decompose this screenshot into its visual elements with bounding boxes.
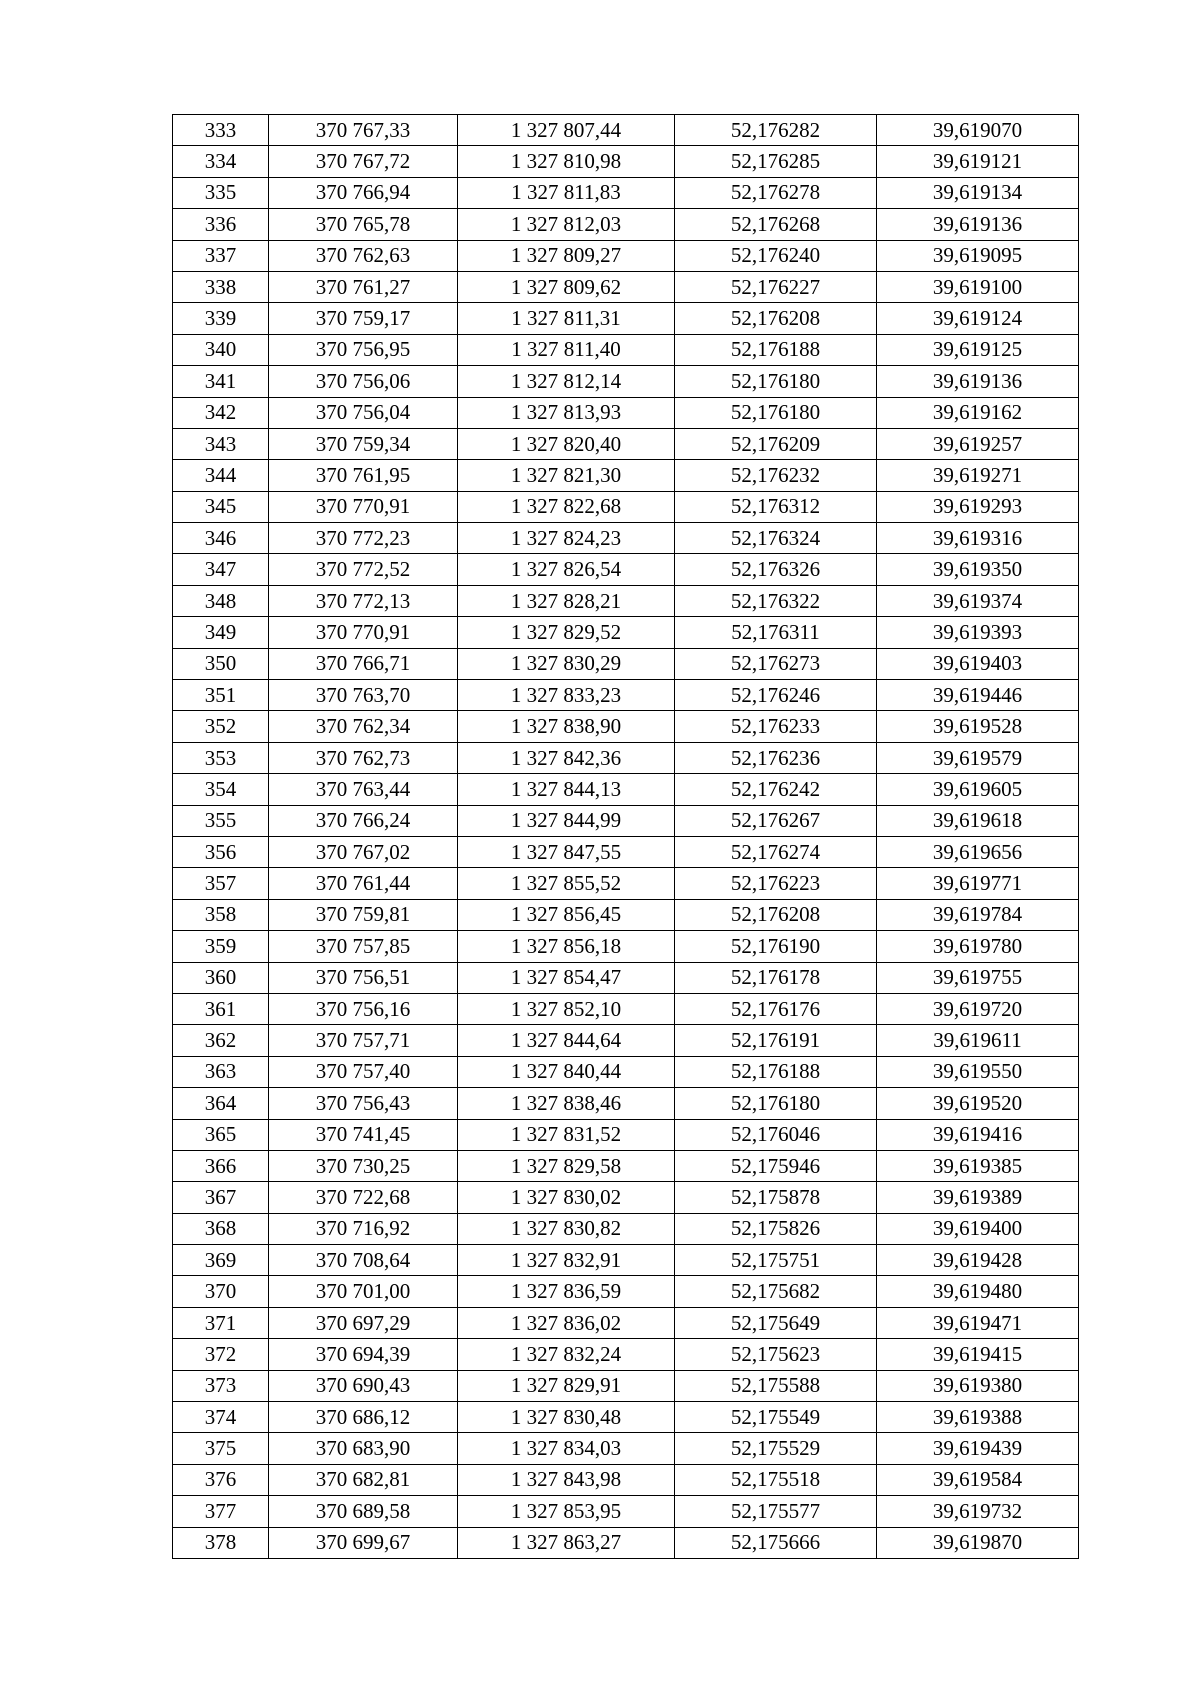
y-coordinate-cell: 1 327 826,54 bbox=[458, 554, 675, 585]
table-row bbox=[173, 1464, 1079, 1495]
latitude-cell: 52,175549 bbox=[675, 1402, 877, 1433]
table-row bbox=[173, 1276, 1079, 1307]
latitude-cell: 52,176322 bbox=[675, 585, 877, 616]
longitude-cell: 39,619579 bbox=[877, 742, 1079, 773]
longitude-cell: 39,619136 bbox=[877, 209, 1079, 240]
table-row bbox=[173, 931, 1079, 962]
longitude-cell: 39,619480 bbox=[877, 1276, 1079, 1307]
point-number-cell: 375 bbox=[173, 1433, 269, 1464]
x-coordinate-cell: 370 767,72 bbox=[269, 146, 458, 177]
point-number-cell: 370 bbox=[173, 1276, 269, 1307]
table-row bbox=[173, 303, 1079, 334]
x-coordinate-cell: 370 766,24 bbox=[269, 805, 458, 836]
x-coordinate-cell: 370 756,43 bbox=[269, 1088, 458, 1119]
latitude-cell: 52,175518 bbox=[675, 1464, 877, 1495]
x-coordinate-cell: 370 762,63 bbox=[269, 240, 458, 271]
point-number-cell: 333 bbox=[173, 115, 269, 146]
longitude-cell: 39,619618 bbox=[877, 805, 1079, 836]
table-row bbox=[173, 962, 1079, 993]
y-coordinate-cell: 1 327 863,27 bbox=[458, 1527, 675, 1558]
y-coordinate-cell: 1 327 856,18 bbox=[458, 931, 675, 962]
longitude-cell: 39,619403 bbox=[877, 648, 1079, 679]
y-coordinate-cell: 1 327 812,03 bbox=[458, 209, 675, 240]
y-coordinate-cell: 1 327 812,14 bbox=[458, 366, 675, 397]
x-coordinate-cell: 370 766,94 bbox=[269, 177, 458, 208]
y-coordinate-cell: 1 327 832,24 bbox=[458, 1339, 675, 1370]
x-coordinate-cell: 370 686,12 bbox=[269, 1402, 458, 1433]
table-row bbox=[173, 115, 1079, 146]
latitude-cell: 52,176227 bbox=[675, 271, 877, 302]
latitude-cell: 52,175623 bbox=[675, 1339, 877, 1370]
x-coordinate-cell: 370 762,73 bbox=[269, 742, 458, 773]
point-number-cell: 376 bbox=[173, 1464, 269, 1495]
x-coordinate-cell: 370 763,70 bbox=[269, 680, 458, 711]
x-coordinate-cell: 370 767,33 bbox=[269, 115, 458, 146]
table-row bbox=[173, 397, 1079, 428]
x-coordinate-cell: 370 766,71 bbox=[269, 648, 458, 679]
y-coordinate-cell: 1 327 844,99 bbox=[458, 805, 675, 836]
point-number-cell: 337 bbox=[173, 240, 269, 271]
longitude-cell: 39,619528 bbox=[877, 711, 1079, 742]
point-number-cell: 350 bbox=[173, 648, 269, 679]
longitude-cell: 39,619134 bbox=[877, 177, 1079, 208]
table-row bbox=[173, 366, 1079, 397]
point-number-cell: 372 bbox=[173, 1339, 269, 1370]
x-coordinate-cell: 370 708,64 bbox=[269, 1245, 458, 1276]
longitude-cell: 39,619100 bbox=[877, 271, 1079, 302]
y-coordinate-cell: 1 327 844,13 bbox=[458, 774, 675, 805]
table-row bbox=[173, 617, 1079, 648]
longitude-cell: 39,619121 bbox=[877, 146, 1079, 177]
table-row bbox=[173, 648, 1079, 679]
longitude-cell: 39,619780 bbox=[877, 931, 1079, 962]
y-coordinate-cell: 1 327 838,46 bbox=[458, 1088, 675, 1119]
y-coordinate-cell: 1 327 810,98 bbox=[458, 146, 675, 177]
x-coordinate-cell: 370 759,34 bbox=[269, 428, 458, 459]
longitude-cell: 39,619388 bbox=[877, 1402, 1079, 1433]
latitude-cell: 52,176312 bbox=[675, 491, 877, 522]
longitude-cell: 39,619416 bbox=[877, 1119, 1079, 1150]
table-row bbox=[173, 209, 1079, 240]
point-number-cell: 334 bbox=[173, 146, 269, 177]
point-number-cell: 336 bbox=[173, 209, 269, 240]
table-row bbox=[173, 146, 1079, 177]
latitude-cell: 52,175649 bbox=[675, 1307, 877, 1338]
x-coordinate-cell: 370 759,81 bbox=[269, 899, 458, 930]
point-number-cell: 356 bbox=[173, 836, 269, 867]
latitude-cell: 52,176311 bbox=[675, 617, 877, 648]
table-row bbox=[173, 1088, 1079, 1119]
point-number-cell: 361 bbox=[173, 993, 269, 1024]
point-number-cell: 354 bbox=[173, 774, 269, 805]
latitude-cell: 52,175946 bbox=[675, 1150, 877, 1181]
x-coordinate-cell: 370 772,52 bbox=[269, 554, 458, 585]
longitude-cell: 39,619656 bbox=[877, 836, 1079, 867]
x-coordinate-cell: 370 772,23 bbox=[269, 523, 458, 554]
y-coordinate-cell: 1 327 831,52 bbox=[458, 1119, 675, 1150]
longitude-cell: 39,619162 bbox=[877, 397, 1079, 428]
latitude-cell: 52,176240 bbox=[675, 240, 877, 271]
x-coordinate-cell: 370 767,02 bbox=[269, 836, 458, 867]
latitude-cell: 52,176268 bbox=[675, 209, 877, 240]
coordinates-table-body bbox=[173, 115, 1079, 1559]
table-row bbox=[173, 1307, 1079, 1338]
y-coordinate-cell: 1 327 830,02 bbox=[458, 1182, 675, 1213]
point-number-cell: 351 bbox=[173, 680, 269, 711]
latitude-cell: 52,176209 bbox=[675, 428, 877, 459]
longitude-cell: 39,619605 bbox=[877, 774, 1079, 805]
latitude-cell: 52,176180 bbox=[675, 1088, 877, 1119]
point-number-cell: 346 bbox=[173, 523, 269, 554]
x-coordinate-cell: 370 683,90 bbox=[269, 1433, 458, 1464]
x-coordinate-cell: 370 701,00 bbox=[269, 1276, 458, 1307]
longitude-cell: 39,619732 bbox=[877, 1496, 1079, 1527]
x-coordinate-cell: 370 757,85 bbox=[269, 931, 458, 962]
x-coordinate-cell: 370 759,17 bbox=[269, 303, 458, 334]
x-coordinate-cell: 370 763,44 bbox=[269, 774, 458, 805]
y-coordinate-cell: 1 327 820,40 bbox=[458, 428, 675, 459]
table-row bbox=[173, 1213, 1079, 1244]
point-number-cell: 335 bbox=[173, 177, 269, 208]
latitude-cell: 52,176191 bbox=[675, 1025, 877, 1056]
table-row bbox=[173, 585, 1079, 616]
x-coordinate-cell: 370 756,95 bbox=[269, 334, 458, 365]
latitude-cell: 52,175666 bbox=[675, 1527, 877, 1558]
table-row bbox=[173, 1056, 1079, 1087]
table-row bbox=[173, 1370, 1079, 1401]
point-number-cell: 344 bbox=[173, 460, 269, 491]
latitude-cell: 52,176208 bbox=[675, 899, 877, 930]
table-row bbox=[173, 868, 1079, 899]
x-coordinate-cell: 370 699,67 bbox=[269, 1527, 458, 1558]
point-number-cell: 338 bbox=[173, 271, 269, 302]
x-coordinate-cell: 370 765,78 bbox=[269, 209, 458, 240]
table-row bbox=[173, 271, 1079, 302]
point-number-cell: 357 bbox=[173, 868, 269, 899]
point-number-cell: 378 bbox=[173, 1527, 269, 1558]
x-coordinate-cell: 370 756,16 bbox=[269, 993, 458, 1024]
y-coordinate-cell: 1 327 811,31 bbox=[458, 303, 675, 334]
longitude-cell: 39,619870 bbox=[877, 1527, 1079, 1558]
point-number-cell: 369 bbox=[173, 1245, 269, 1276]
table-row bbox=[173, 1150, 1079, 1181]
y-coordinate-cell: 1 327 844,64 bbox=[458, 1025, 675, 1056]
table-row bbox=[173, 240, 1079, 271]
y-coordinate-cell: 1 327 834,03 bbox=[458, 1433, 675, 1464]
latitude-cell: 52,176242 bbox=[675, 774, 877, 805]
latitude-cell: 52,176278 bbox=[675, 177, 877, 208]
point-number-cell: 352 bbox=[173, 711, 269, 742]
point-number-cell: 355 bbox=[173, 805, 269, 836]
point-number-cell: 343 bbox=[173, 428, 269, 459]
longitude-cell: 39,619124 bbox=[877, 303, 1079, 334]
table-row bbox=[173, 1496, 1079, 1527]
latitude-cell: 52,176324 bbox=[675, 523, 877, 554]
table-row bbox=[173, 742, 1079, 773]
latitude-cell: 52,176267 bbox=[675, 805, 877, 836]
table-row bbox=[173, 334, 1079, 365]
latitude-cell: 52,176046 bbox=[675, 1119, 877, 1150]
point-number-cell: 373 bbox=[173, 1370, 269, 1401]
x-coordinate-cell: 370 756,06 bbox=[269, 366, 458, 397]
point-number-cell: 368 bbox=[173, 1213, 269, 1244]
latitude-cell: 52,176180 bbox=[675, 397, 877, 428]
point-number-cell: 359 bbox=[173, 931, 269, 962]
latitude-cell: 52,175577 bbox=[675, 1496, 877, 1527]
table-row bbox=[173, 899, 1079, 930]
longitude-cell: 39,619784 bbox=[877, 899, 1079, 930]
point-number-cell: 367 bbox=[173, 1182, 269, 1213]
latitude-cell: 52,176233 bbox=[675, 711, 877, 742]
table-row bbox=[173, 1402, 1079, 1433]
longitude-cell: 39,619439 bbox=[877, 1433, 1079, 1464]
latitude-cell: 52,176178 bbox=[675, 962, 877, 993]
table-row bbox=[173, 177, 1079, 208]
longitude-cell: 39,619316 bbox=[877, 523, 1079, 554]
table-row bbox=[173, 1119, 1079, 1150]
table-row bbox=[173, 491, 1079, 522]
table-row bbox=[173, 1025, 1079, 1056]
y-coordinate-cell: 1 327 811,83 bbox=[458, 177, 675, 208]
latitude-cell: 52,176176 bbox=[675, 993, 877, 1024]
point-number-cell: 360 bbox=[173, 962, 269, 993]
table-row bbox=[173, 460, 1079, 491]
table-row bbox=[173, 554, 1079, 585]
longitude-cell: 39,619271 bbox=[877, 460, 1079, 491]
latitude-cell: 52,176246 bbox=[675, 680, 877, 711]
latitude-cell: 52,176274 bbox=[675, 836, 877, 867]
x-coordinate-cell: 370 694,39 bbox=[269, 1339, 458, 1370]
point-number-cell: 345 bbox=[173, 491, 269, 522]
longitude-cell: 39,619611 bbox=[877, 1025, 1079, 1056]
x-coordinate-cell: 370 682,81 bbox=[269, 1464, 458, 1495]
longitude-cell: 39,619385 bbox=[877, 1150, 1079, 1181]
x-coordinate-cell: 370 756,04 bbox=[269, 397, 458, 428]
x-coordinate-cell: 370 716,92 bbox=[269, 1213, 458, 1244]
table-row bbox=[173, 993, 1079, 1024]
latitude-cell: 52,176188 bbox=[675, 334, 877, 365]
latitude-cell: 52,176190 bbox=[675, 931, 877, 962]
y-coordinate-cell: 1 327 856,45 bbox=[458, 899, 675, 930]
longitude-cell: 39,619095 bbox=[877, 240, 1079, 271]
latitude-cell: 52,176232 bbox=[675, 460, 877, 491]
longitude-cell: 39,619446 bbox=[877, 680, 1079, 711]
latitude-cell: 52,175588 bbox=[675, 1370, 877, 1401]
latitude-cell: 52,175826 bbox=[675, 1213, 877, 1244]
x-coordinate-cell: 370 770,91 bbox=[269, 617, 458, 648]
longitude-cell: 39,619136 bbox=[877, 366, 1079, 397]
longitude-cell: 39,619584 bbox=[877, 1464, 1079, 1495]
x-coordinate-cell: 370 761,95 bbox=[269, 460, 458, 491]
table-row bbox=[173, 774, 1079, 805]
y-coordinate-cell: 1 327 852,10 bbox=[458, 993, 675, 1024]
longitude-cell: 39,619374 bbox=[877, 585, 1079, 616]
table-row bbox=[173, 1433, 1079, 1464]
point-number-cell: 364 bbox=[173, 1088, 269, 1119]
y-coordinate-cell: 1 327 842,36 bbox=[458, 742, 675, 773]
table-row bbox=[173, 523, 1079, 554]
longitude-cell: 39,619350 bbox=[877, 554, 1079, 585]
y-coordinate-cell: 1 327 829,52 bbox=[458, 617, 675, 648]
x-coordinate-cell: 370 761,27 bbox=[269, 271, 458, 302]
y-coordinate-cell: 1 327 840,44 bbox=[458, 1056, 675, 1087]
point-number-cell: 377 bbox=[173, 1496, 269, 1527]
y-coordinate-cell: 1 327 828,21 bbox=[458, 585, 675, 616]
y-coordinate-cell: 1 327 813,93 bbox=[458, 397, 675, 428]
point-number-cell: 365 bbox=[173, 1119, 269, 1150]
point-number-cell: 341 bbox=[173, 366, 269, 397]
x-coordinate-cell: 370 757,40 bbox=[269, 1056, 458, 1087]
y-coordinate-cell: 1 327 833,23 bbox=[458, 680, 675, 711]
longitude-cell: 39,619471 bbox=[877, 1307, 1079, 1338]
table-row bbox=[173, 1527, 1079, 1558]
longitude-cell: 39,619125 bbox=[877, 334, 1079, 365]
table-row bbox=[173, 1339, 1079, 1370]
table-row bbox=[173, 1245, 1079, 1276]
coordinates-table bbox=[172, 114, 1079, 1559]
y-coordinate-cell: 1 327 811,40 bbox=[458, 334, 675, 365]
x-coordinate-cell: 370 762,34 bbox=[269, 711, 458, 742]
latitude-cell: 52,176326 bbox=[675, 554, 877, 585]
point-number-cell: 340 bbox=[173, 334, 269, 365]
y-coordinate-cell: 1 327 830,82 bbox=[458, 1213, 675, 1244]
y-coordinate-cell: 1 327 829,58 bbox=[458, 1150, 675, 1181]
latitude-cell: 52,176223 bbox=[675, 868, 877, 899]
x-coordinate-cell: 370 689,58 bbox=[269, 1496, 458, 1527]
x-coordinate-cell: 370 722,68 bbox=[269, 1182, 458, 1213]
point-number-cell: 362 bbox=[173, 1025, 269, 1056]
x-coordinate-cell: 370 730,25 bbox=[269, 1150, 458, 1181]
longitude-cell: 39,619550 bbox=[877, 1056, 1079, 1087]
point-number-cell: 353 bbox=[173, 742, 269, 773]
point-number-cell: 347 bbox=[173, 554, 269, 585]
y-coordinate-cell: 1 327 832,91 bbox=[458, 1245, 675, 1276]
latitude-cell: 52,176180 bbox=[675, 366, 877, 397]
point-number-cell: 374 bbox=[173, 1402, 269, 1433]
y-coordinate-cell: 1 327 855,52 bbox=[458, 868, 675, 899]
table-row bbox=[173, 1182, 1079, 1213]
latitude-cell: 52,175878 bbox=[675, 1182, 877, 1213]
latitude-cell: 52,176273 bbox=[675, 648, 877, 679]
point-number-cell: 358 bbox=[173, 899, 269, 930]
longitude-cell: 39,619720 bbox=[877, 993, 1079, 1024]
longitude-cell: 39,619293 bbox=[877, 491, 1079, 522]
latitude-cell: 52,175529 bbox=[675, 1433, 877, 1464]
longitude-cell: 39,619755 bbox=[877, 962, 1079, 993]
table-row bbox=[173, 836, 1079, 867]
latitude-cell: 52,176282 bbox=[675, 115, 877, 146]
x-coordinate-cell: 370 697,29 bbox=[269, 1307, 458, 1338]
y-coordinate-cell: 1 327 843,98 bbox=[458, 1464, 675, 1495]
latitude-cell: 52,176285 bbox=[675, 146, 877, 177]
y-coordinate-cell: 1 327 854,47 bbox=[458, 962, 675, 993]
longitude-cell: 39,619428 bbox=[877, 1245, 1079, 1276]
y-coordinate-cell: 1 327 809,27 bbox=[458, 240, 675, 271]
longitude-cell: 39,619257 bbox=[877, 428, 1079, 459]
x-coordinate-cell: 370 690,43 bbox=[269, 1370, 458, 1401]
table-row bbox=[173, 428, 1079, 459]
y-coordinate-cell: 1 327 822,68 bbox=[458, 491, 675, 522]
longitude-cell: 39,619393 bbox=[877, 617, 1079, 648]
longitude-cell: 39,619415 bbox=[877, 1339, 1079, 1370]
latitude-cell: 52,176188 bbox=[675, 1056, 877, 1087]
y-coordinate-cell: 1 327 809,62 bbox=[458, 271, 675, 302]
x-coordinate-cell: 370 761,44 bbox=[269, 868, 458, 899]
y-coordinate-cell: 1 327 836,02 bbox=[458, 1307, 675, 1338]
y-coordinate-cell: 1 327 836,59 bbox=[458, 1276, 675, 1307]
longitude-cell: 39,619380 bbox=[877, 1370, 1079, 1401]
y-coordinate-cell: 1 327 821,30 bbox=[458, 460, 675, 491]
longitude-cell: 39,619389 bbox=[877, 1182, 1079, 1213]
x-coordinate-cell: 370 741,45 bbox=[269, 1119, 458, 1150]
y-coordinate-cell: 1 327 807,44 bbox=[458, 115, 675, 146]
y-coordinate-cell: 1 327 847,55 bbox=[458, 836, 675, 867]
latitude-cell: 52,176208 bbox=[675, 303, 877, 334]
point-number-cell: 342 bbox=[173, 397, 269, 428]
point-number-cell: 366 bbox=[173, 1150, 269, 1181]
table-row bbox=[173, 711, 1079, 742]
latitude-cell: 52,175682 bbox=[675, 1276, 877, 1307]
y-coordinate-cell: 1 327 829,91 bbox=[458, 1370, 675, 1401]
point-number-cell: 371 bbox=[173, 1307, 269, 1338]
y-coordinate-cell: 1 327 830,29 bbox=[458, 648, 675, 679]
table-row bbox=[173, 680, 1079, 711]
y-coordinate-cell: 1 327 824,23 bbox=[458, 523, 675, 554]
x-coordinate-cell: 370 770,91 bbox=[269, 491, 458, 522]
longitude-cell: 39,619520 bbox=[877, 1088, 1079, 1119]
x-coordinate-cell: 370 756,51 bbox=[269, 962, 458, 993]
y-coordinate-cell: 1 327 830,48 bbox=[458, 1402, 675, 1433]
longitude-cell: 39,619771 bbox=[877, 868, 1079, 899]
point-number-cell: 349 bbox=[173, 617, 269, 648]
longitude-cell: 39,619400 bbox=[877, 1213, 1079, 1244]
y-coordinate-cell: 1 327 853,95 bbox=[458, 1496, 675, 1527]
table-row bbox=[173, 805, 1079, 836]
point-number-cell: 363 bbox=[173, 1056, 269, 1087]
point-number-cell: 339 bbox=[173, 303, 269, 334]
latitude-cell: 52,176236 bbox=[675, 742, 877, 773]
y-coordinate-cell: 1 327 838,90 bbox=[458, 711, 675, 742]
x-coordinate-cell: 370 772,13 bbox=[269, 585, 458, 616]
latitude-cell: 52,175751 bbox=[675, 1245, 877, 1276]
point-number-cell: 348 bbox=[173, 585, 269, 616]
x-coordinate-cell: 370 757,71 bbox=[269, 1025, 458, 1056]
longitude-cell: 39,619070 bbox=[877, 115, 1079, 146]
